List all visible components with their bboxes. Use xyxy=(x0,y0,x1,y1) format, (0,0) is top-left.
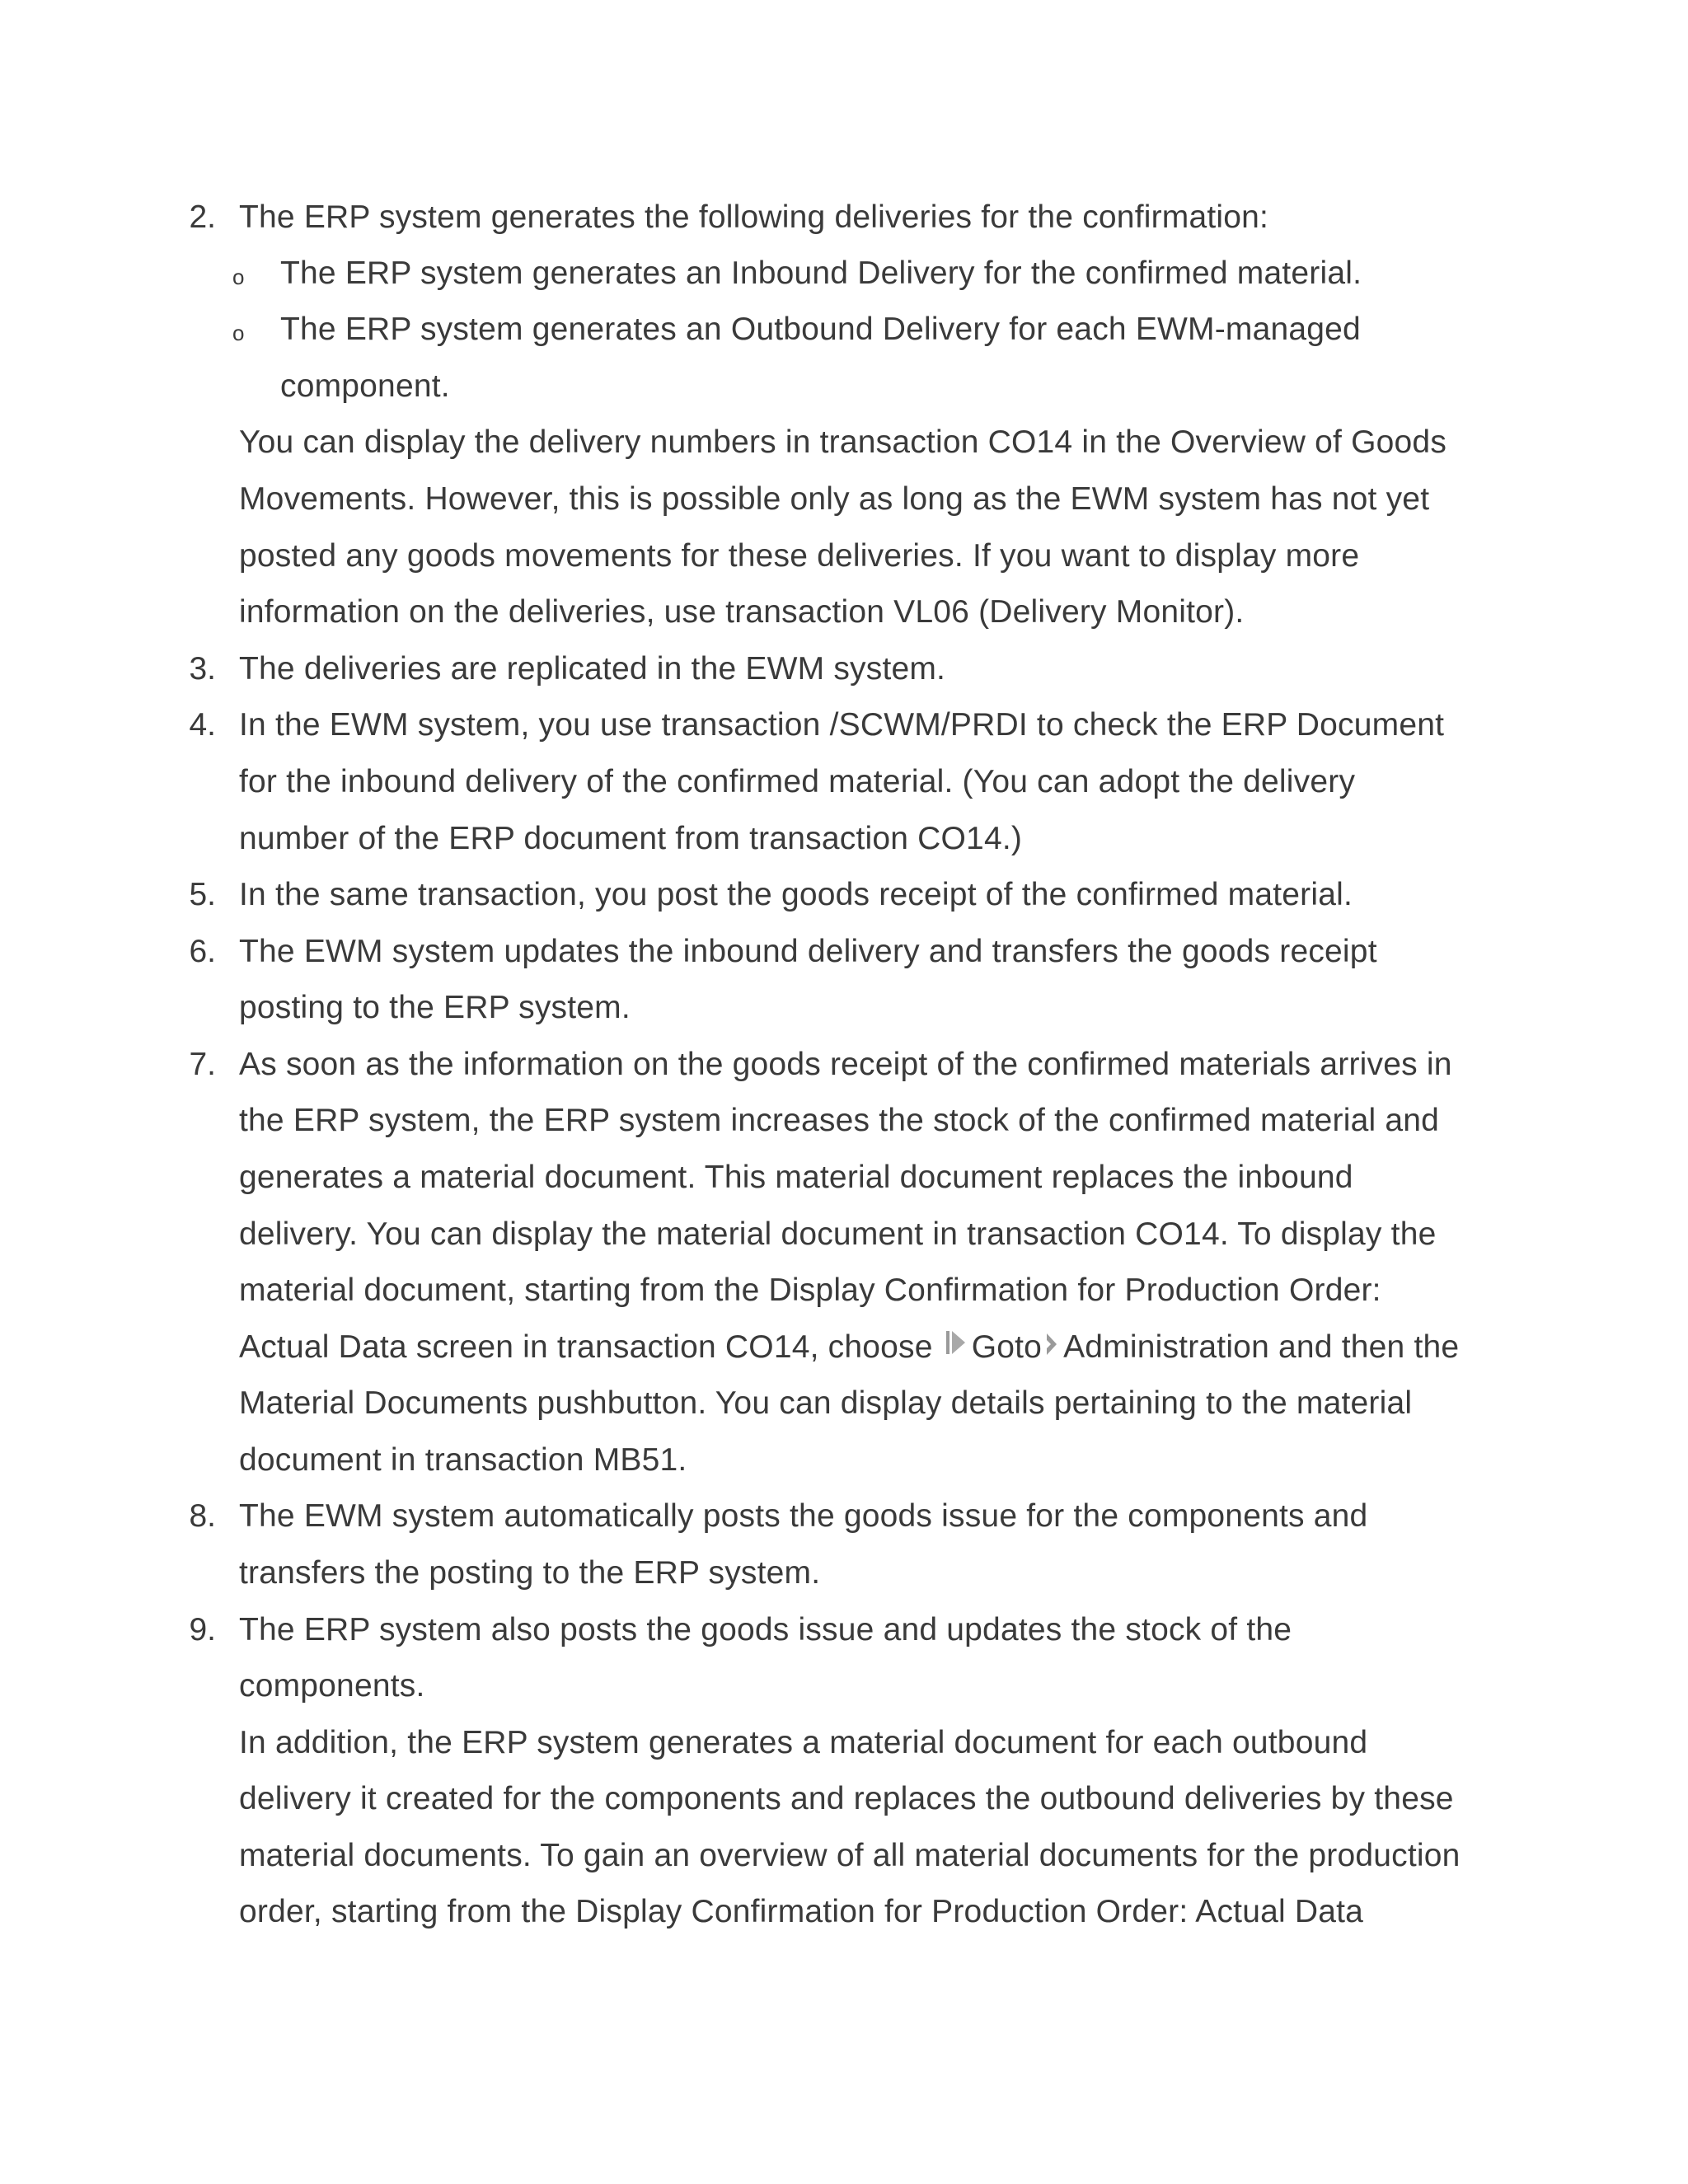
menu-path-administration: Administration and then the xyxy=(1063,1329,1460,1365)
step-number: 8. xyxy=(189,1498,216,1534)
step-text: delivery. You can display the material document in transaction CO14. To display the xyxy=(239,1216,1437,1252)
step-text: Material Documents pushbutton. You can display details pertaining to the material xyxy=(239,1385,1413,1421)
sub-bullet-text: The ERP system generates an Inbound Delivery for the confirmed material. xyxy=(280,255,1362,291)
step-text: The EWM system automatically posts the goods issue for the components and xyxy=(239,1498,1368,1534)
step-text: generates a material document. This material document replaces the inbound xyxy=(239,1160,1353,1195)
note-text: information on the deliveries, use transaction VL06 (Delivery Monitor). xyxy=(239,594,1245,630)
step-text: The EWM system updates the inbound delivery and transfers the goods receipt xyxy=(239,934,1377,969)
step-text: material document, starting from the Display Confirmation for Production Order: xyxy=(239,1272,1381,1308)
step-text: In the EWM system, you use transaction /SCWM/PRDI to check the ERP Document xyxy=(239,707,1445,743)
sub-bullet-text: The ERP system generates an Outbound Delivery for each EWM-managed xyxy=(280,312,1361,347)
step-number: 6. xyxy=(189,934,216,969)
menu-path-goto: Goto xyxy=(971,1329,1043,1365)
menu-path-line xyxy=(239,1328,1459,1369)
sub-bullet-text: component. xyxy=(280,368,450,404)
note-text: In addition, the ERP system generates a material document for each outbound xyxy=(239,1725,1368,1760)
step-text: In the same transaction, you post the goods receipt of the confirmed material. xyxy=(239,877,1353,912)
step-number: 5. xyxy=(189,877,216,912)
step-number: 2. xyxy=(189,199,216,235)
step-text: The ERP system also posts the goods issue and updates the stock of the xyxy=(239,1612,1292,1647)
sub-bullet-marker: o xyxy=(232,265,245,289)
note-text: posted any goods movements for these deliveries. If you want to display more xyxy=(239,538,1360,574)
step-text: for the inbound delivery of the confirmed material. (You can adopt the delivery xyxy=(239,764,1356,799)
step-text: number of the ERP document from transaction CO14.) xyxy=(239,821,1023,856)
step-text: The deliveries are replicated in the EWM system. xyxy=(239,651,946,687)
step-text: document in transaction MB51. xyxy=(239,1442,687,1478)
step-text: The ERP system generates the following deliveries for the confirmation: xyxy=(239,199,1269,235)
menu-path-lead-text: Actual Data screen in transaction CO14, choose xyxy=(239,1329,933,1365)
menu-path-arrow-icon xyxy=(945,1327,967,1366)
step-number: 7. xyxy=(189,1047,216,1082)
step-text: the ERP system, the ERP system increases the stock of the confirmed material and xyxy=(239,1103,1440,1138)
step-number: 3. xyxy=(189,651,216,687)
step-number: 9. xyxy=(189,1612,216,1647)
step-text: As soon as the information on the goods receipt of the confirmed materials arrives in xyxy=(239,1047,1452,1082)
note-text: order, starting from the Display Confirmation for Production Order: Actual Data xyxy=(239,1894,1364,1929)
step-text: posting to the ERP system. xyxy=(239,990,631,1025)
step-text: components. xyxy=(239,1668,425,1704)
sub-bullet-marker: o xyxy=(232,321,245,345)
step-text: transfers the posting to the ERP system. xyxy=(239,1555,821,1591)
note-text: Movements. However, this is possible only as long as the EWM system has not yet xyxy=(239,481,1430,517)
note-text: delivery it created for the components and replaces the outbound deliveries by these xyxy=(239,1781,1454,1816)
step-number: 4. xyxy=(189,707,216,743)
menu-path-chevron-icon xyxy=(1045,1327,1058,1366)
note-text: You can display the delivery numbers in transaction CO14 in the Overview of Goods xyxy=(239,424,1447,460)
note-text: material documents. To gain an overview of all material documents for the production xyxy=(239,1838,1461,1873)
